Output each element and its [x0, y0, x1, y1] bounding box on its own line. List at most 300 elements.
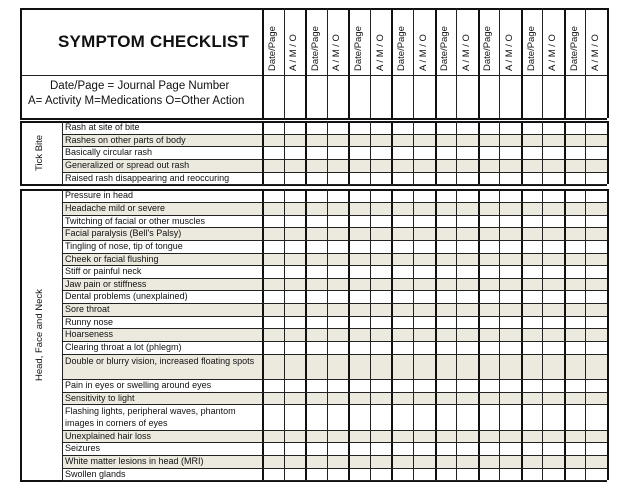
date-page-cell[interactable]: [479, 147, 499, 158]
date-page-cell[interactable]: [522, 456, 542, 467]
amo-cell[interactable]: [500, 355, 520, 378]
date-page-cell[interactable]: [436, 342, 456, 353]
amo-cell[interactable]: [543, 317, 563, 328]
date-page-cell[interactable]: [349, 190, 369, 201]
date-page-cell[interactable]: [306, 355, 326, 378]
date-page-cell[interactable]: [349, 405, 369, 428]
date-page-cell[interactable]: [392, 279, 412, 290]
date-page-cell[interactable]: [436, 228, 456, 239]
date-page-cell[interactable]: [565, 241, 585, 252]
date-page-cell[interactable]: [263, 279, 283, 290]
date-page-cell[interactable]: [306, 147, 326, 158]
amo-cell[interactable]: [543, 173, 563, 184]
date-page-cell[interactable]: [392, 291, 412, 302]
date-page-cell[interactable]: [436, 317, 456, 328]
date-page-cell[interactable]: [392, 266, 412, 277]
date-page-cell[interactable]: [479, 241, 499, 252]
date-page-cell[interactable]: [263, 228, 283, 239]
amo-cell[interactable]: [500, 122, 520, 133]
date-page-cell[interactable]: [306, 329, 326, 340]
amo-cell[interactable]: [543, 431, 563, 442]
date-page-cell[interactable]: [306, 190, 326, 201]
date-page-cell[interactable]: [306, 443, 326, 454]
amo-cell[interactable]: [328, 405, 348, 428]
date-page-cell[interactable]: [392, 393, 412, 404]
date-page-cell[interactable]: [263, 380, 283, 391]
date-page-cell[interactable]: [522, 160, 542, 171]
date-page-cell[interactable]: [263, 203, 283, 214]
date-page-cell[interactable]: [349, 254, 369, 265]
date-page-cell[interactable]: [263, 304, 283, 315]
date-page-cell[interactable]: [306, 228, 326, 239]
date-page-cell[interactable]: [565, 469, 585, 480]
amo-cell[interactable]: [371, 122, 391, 133]
amo-cell[interactable]: [371, 291, 391, 302]
date-page-cell[interactable]: [306, 405, 326, 428]
date-page-cell[interactable]: [565, 393, 585, 404]
date-page-cell[interactable]: [392, 228, 412, 239]
date-page-cell[interactable]: [436, 254, 456, 265]
amo-cell[interactable]: [457, 241, 477, 252]
date-page-cell[interactable]: [565, 279, 585, 290]
date-page-cell[interactable]: [565, 380, 585, 391]
amo-cell[interactable]: [500, 431, 520, 442]
amo-cell[interactable]: [500, 304, 520, 315]
amo-cell[interactable]: [328, 135, 348, 146]
amo-cell[interactable]: [543, 160, 563, 171]
date-page-cell[interactable]: [436, 304, 456, 315]
amo-cell[interactable]: [328, 329, 348, 340]
date-page-cell[interactable]: [522, 431, 542, 442]
amo-cell[interactable]: [543, 355, 563, 378]
date-page-cell[interactable]: [479, 173, 499, 184]
date-page-cell[interactable]: [522, 147, 542, 158]
date-page-cell[interactable]: [436, 147, 456, 158]
amo-cell[interactable]: [328, 443, 348, 454]
amo-cell[interactable]: [457, 380, 477, 391]
amo-cell[interactable]: [457, 203, 477, 214]
date-page-cell[interactable]: [436, 173, 456, 184]
date-page-cell[interactable]: [349, 317, 369, 328]
amo-cell[interactable]: [328, 122, 348, 133]
amo-cell[interactable]: [586, 393, 606, 404]
date-page-cell[interactable]: [306, 291, 326, 302]
amo-cell[interactable]: [457, 147, 477, 158]
date-page-cell[interactable]: [263, 393, 283, 404]
date-page-cell[interactable]: [349, 304, 369, 315]
amo-cell[interactable]: [285, 190, 305, 201]
date-page-cell[interactable]: [565, 431, 585, 442]
amo-cell[interactable]: [500, 203, 520, 214]
amo-cell[interactable]: [285, 203, 305, 214]
date-page-cell[interactable]: [479, 304, 499, 315]
date-page-cell[interactable]: [349, 173, 369, 184]
date-page-cell[interactable]: [479, 355, 499, 378]
amo-cell[interactable]: [586, 147, 606, 158]
date-page-cell[interactable]: [522, 266, 542, 277]
date-page-cell[interactable]: [436, 456, 456, 467]
date-page-cell[interactable]: [263, 355, 283, 378]
date-page-cell[interactable]: [263, 291, 283, 302]
amo-cell[interactable]: [457, 342, 477, 353]
date-page-cell[interactable]: [522, 304, 542, 315]
date-page-cell[interactable]: [522, 241, 542, 252]
date-page-cell[interactable]: [349, 160, 369, 171]
date-page-cell[interactable]: [522, 173, 542, 184]
date-page-cell[interactable]: [565, 254, 585, 265]
amo-cell[interactable]: [328, 380, 348, 391]
amo-cell[interactable]: [457, 355, 477, 378]
date-page-cell[interactable]: [565, 266, 585, 277]
amo-cell[interactable]: [543, 266, 563, 277]
date-page-cell[interactable]: [263, 431, 283, 442]
amo-cell[interactable]: [285, 216, 305, 227]
date-page-cell[interactable]: [436, 469, 456, 480]
date-page-cell[interactable]: [479, 443, 499, 454]
date-page-cell[interactable]: [306, 216, 326, 227]
date-page-cell[interactable]: [479, 160, 499, 171]
amo-cell[interactable]: [500, 405, 520, 428]
date-page-cell[interactable]: [479, 190, 499, 201]
amo-cell[interactable]: [543, 135, 563, 146]
date-page-cell[interactable]: [392, 147, 412, 158]
amo-cell[interactable]: [414, 380, 434, 391]
date-page-cell[interactable]: [392, 216, 412, 227]
amo-cell[interactable]: [285, 122, 305, 133]
date-page-cell[interactable]: [392, 317, 412, 328]
date-page-cell[interactable]: [479, 291, 499, 302]
amo-cell[interactable]: [543, 456, 563, 467]
date-page-cell[interactable]: [306, 380, 326, 391]
amo-cell[interactable]: [285, 279, 305, 290]
date-page-cell[interactable]: [263, 469, 283, 480]
date-page-cell[interactable]: [306, 241, 326, 252]
date-page-cell[interactable]: [565, 456, 585, 467]
amo-cell[interactable]: [586, 469, 606, 480]
amo-cell[interactable]: [586, 254, 606, 265]
amo-cell[interactable]: [371, 203, 391, 214]
date-page-cell[interactable]: [392, 122, 412, 133]
date-page-cell[interactable]: [349, 469, 369, 480]
amo-cell[interactable]: [586, 216, 606, 227]
date-page-cell[interactable]: [565, 405, 585, 428]
date-page-cell[interactable]: [565, 147, 585, 158]
date-page-cell[interactable]: [522, 443, 542, 454]
amo-cell[interactable]: [371, 228, 391, 239]
date-page-cell[interactable]: [263, 317, 283, 328]
amo-cell[interactable]: [500, 456, 520, 467]
amo-cell[interactable]: [500, 147, 520, 158]
date-page-cell[interactable]: [349, 228, 369, 239]
date-page-cell[interactable]: [565, 160, 585, 171]
amo-cell[interactable]: [285, 135, 305, 146]
amo-cell[interactable]: [371, 216, 391, 227]
date-page-cell[interactable]: [436, 279, 456, 290]
date-page-cell[interactable]: [349, 279, 369, 290]
date-page-cell[interactable]: [565, 317, 585, 328]
date-page-cell[interactable]: [436, 405, 456, 428]
amo-cell[interactable]: [586, 355, 606, 378]
amo-cell[interactable]: [457, 228, 477, 239]
date-page-cell[interactable]: [522, 122, 542, 133]
amo-cell[interactable]: [457, 135, 477, 146]
amo-cell[interactable]: [586, 266, 606, 277]
amo-cell[interactable]: [586, 241, 606, 252]
date-page-cell[interactable]: [306, 456, 326, 467]
amo-cell[interactable]: [414, 431, 434, 442]
amo-cell[interactable]: [328, 203, 348, 214]
date-page-cell[interactable]: [565, 216, 585, 227]
amo-cell[interactable]: [586, 203, 606, 214]
amo-cell[interactable]: [328, 456, 348, 467]
amo-cell[interactable]: [328, 190, 348, 201]
amo-cell[interactable]: [586, 291, 606, 302]
date-page-cell[interactable]: [392, 380, 412, 391]
date-page-cell[interactable]: [306, 304, 326, 315]
date-page-cell[interactable]: [436, 135, 456, 146]
date-page-cell[interactable]: [392, 173, 412, 184]
amo-cell[interactable]: [285, 173, 305, 184]
amo-cell[interactable]: [543, 228, 563, 239]
amo-cell[interactable]: [285, 329, 305, 340]
date-page-cell[interactable]: [306, 122, 326, 133]
date-page-cell[interactable]: [306, 279, 326, 290]
amo-cell[interactable]: [543, 329, 563, 340]
date-page-cell[interactable]: [522, 190, 542, 201]
amo-cell[interactable]: [543, 203, 563, 214]
date-page-cell[interactable]: [522, 135, 542, 146]
amo-cell[interactable]: [543, 147, 563, 158]
amo-cell[interactable]: [328, 228, 348, 239]
amo-cell[interactable]: [328, 216, 348, 227]
amo-cell[interactable]: [457, 160, 477, 171]
date-page-cell[interactable]: [522, 329, 542, 340]
amo-cell[interactable]: [285, 380, 305, 391]
amo-cell[interactable]: [371, 380, 391, 391]
amo-cell[interactable]: [285, 393, 305, 404]
date-page-cell[interactable]: [392, 405, 412, 428]
date-page-cell[interactable]: [565, 122, 585, 133]
amo-cell[interactable]: [371, 329, 391, 340]
date-page-cell[interactable]: [392, 355, 412, 378]
date-page-cell[interactable]: [565, 355, 585, 378]
date-page-cell[interactable]: [522, 291, 542, 302]
amo-cell[interactable]: [285, 342, 305, 353]
amo-cell[interactable]: [500, 160, 520, 171]
amo-cell[interactable]: [500, 190, 520, 201]
amo-cell[interactable]: [285, 304, 305, 315]
amo-cell[interactable]: [457, 254, 477, 265]
date-page-cell[interactable]: [392, 135, 412, 146]
amo-cell[interactable]: [371, 355, 391, 378]
date-page-cell[interactable]: [522, 228, 542, 239]
amo-cell[interactable]: [543, 469, 563, 480]
date-page-cell[interactable]: [479, 135, 499, 146]
amo-cell[interactable]: [414, 266, 434, 277]
date-page-cell[interactable]: [436, 393, 456, 404]
date-page-cell[interactable]: [479, 380, 499, 391]
amo-cell[interactable]: [543, 241, 563, 252]
amo-cell[interactable]: [543, 216, 563, 227]
date-page-cell[interactable]: [479, 279, 499, 290]
date-page-cell[interactable]: [565, 291, 585, 302]
amo-cell[interactable]: [500, 241, 520, 252]
amo-cell[interactable]: [586, 342, 606, 353]
amo-cell[interactable]: [328, 254, 348, 265]
date-page-cell[interactable]: [263, 135, 283, 146]
date-page-cell[interactable]: [392, 203, 412, 214]
date-page-cell[interactable]: [263, 266, 283, 277]
date-page-cell[interactable]: [263, 216, 283, 227]
amo-cell[interactable]: [500, 469, 520, 480]
date-page-cell[interactable]: [263, 122, 283, 133]
date-page-cell[interactable]: [263, 456, 283, 467]
date-page-cell[interactable]: [392, 342, 412, 353]
date-page-cell[interactable]: [479, 342, 499, 353]
date-page-cell[interactable]: [349, 329, 369, 340]
amo-cell[interactable]: [371, 241, 391, 252]
amo-cell[interactable]: [371, 173, 391, 184]
date-page-cell[interactable]: [306, 266, 326, 277]
amo-cell[interactable]: [500, 228, 520, 239]
date-page-cell[interactable]: [392, 241, 412, 252]
amo-cell[interactable]: [500, 173, 520, 184]
amo-cell[interactable]: [586, 228, 606, 239]
date-page-cell[interactable]: [349, 355, 369, 378]
date-page-cell[interactable]: [263, 173, 283, 184]
date-page-cell[interactable]: [479, 203, 499, 214]
amo-cell[interactable]: [371, 443, 391, 454]
date-page-cell[interactable]: [479, 405, 499, 428]
date-page-cell[interactable]: [263, 405, 283, 428]
amo-cell[interactable]: [328, 317, 348, 328]
date-page-cell[interactable]: [263, 254, 283, 265]
amo-cell[interactable]: [457, 216, 477, 227]
amo-cell[interactable]: [414, 443, 434, 454]
date-page-cell[interactable]: [479, 228, 499, 239]
amo-cell[interactable]: [328, 469, 348, 480]
date-page-cell[interactable]: [349, 266, 369, 277]
date-page-cell[interactable]: [479, 469, 499, 480]
amo-cell[interactable]: [586, 135, 606, 146]
date-page-cell[interactable]: [479, 254, 499, 265]
amo-cell[interactable]: [285, 291, 305, 302]
date-page-cell[interactable]: [479, 329, 499, 340]
date-page-cell[interactable]: [436, 190, 456, 201]
date-page-cell[interactable]: [522, 380, 542, 391]
amo-cell[interactable]: [328, 241, 348, 252]
amo-cell[interactable]: [586, 380, 606, 391]
amo-cell[interactable]: [543, 279, 563, 290]
amo-cell[interactable]: [285, 456, 305, 467]
date-page-cell[interactable]: [306, 173, 326, 184]
date-page-cell[interactable]: [306, 469, 326, 480]
amo-cell[interactable]: [457, 291, 477, 302]
date-page-cell[interactable]: [522, 203, 542, 214]
amo-cell[interactable]: [457, 173, 477, 184]
amo-cell[interactable]: [328, 304, 348, 315]
amo-cell[interactable]: [457, 266, 477, 277]
amo-cell[interactable]: [586, 405, 606, 428]
amo-cell[interactable]: [371, 190, 391, 201]
amo-cell[interactable]: [500, 279, 520, 290]
date-page-cell[interactable]: [565, 203, 585, 214]
amo-cell[interactable]: [543, 190, 563, 201]
amo-cell[interactable]: [285, 160, 305, 171]
amo-cell[interactable]: [371, 135, 391, 146]
date-page-cell[interactable]: [522, 355, 542, 378]
date-page-cell[interactable]: [392, 329, 412, 340]
date-page-cell[interactable]: [306, 203, 326, 214]
date-page-cell[interactable]: [349, 241, 369, 252]
amo-cell[interactable]: [371, 317, 391, 328]
amo-cell[interactable]: [328, 393, 348, 404]
amo-cell[interactable]: [371, 266, 391, 277]
date-page-cell[interactable]: [522, 216, 542, 227]
amo-cell[interactable]: [371, 342, 391, 353]
date-page-cell[interactable]: [479, 456, 499, 467]
date-page-cell[interactable]: [565, 190, 585, 201]
date-page-cell[interactable]: [522, 317, 542, 328]
date-page-cell[interactable]: [306, 135, 326, 146]
amo-cell[interactable]: [500, 329, 520, 340]
amo-cell[interactable]: [500, 317, 520, 328]
amo-cell[interactable]: [328, 173, 348, 184]
date-page-cell[interactable]: [392, 431, 412, 442]
amo-cell[interactable]: [328, 266, 348, 277]
date-page-cell[interactable]: [349, 135, 369, 146]
date-page-cell[interactable]: [522, 342, 542, 353]
date-page-cell[interactable]: [436, 431, 456, 442]
date-page-cell[interactable]: [349, 443, 369, 454]
date-page-cell[interactable]: [565, 135, 585, 146]
date-page-cell[interactable]: [479, 266, 499, 277]
amo-cell[interactable]: [414, 122, 434, 133]
amo-cell[interactable]: [371, 254, 391, 265]
amo-cell[interactable]: [414, 190, 434, 201]
date-page-cell[interactable]: [392, 254, 412, 265]
date-page-cell[interactable]: [436, 329, 456, 340]
amo-cell[interactable]: [543, 291, 563, 302]
amo-cell[interactable]: [328, 291, 348, 302]
amo-cell[interactable]: [414, 355, 434, 378]
amo-cell[interactable]: [500, 216, 520, 227]
amo-cell[interactable]: [414, 304, 434, 315]
amo-cell[interactable]: [543, 122, 563, 133]
amo-cell[interactable]: [586, 329, 606, 340]
date-page-cell[interactable]: [349, 431, 369, 442]
amo-cell[interactable]: [414, 203, 434, 214]
date-page-cell[interactable]: [349, 393, 369, 404]
amo-cell[interactable]: [543, 405, 563, 428]
amo-cell[interactable]: [371, 279, 391, 290]
date-page-cell[interactable]: [436, 380, 456, 391]
amo-cell[interactable]: [285, 228, 305, 239]
amo-cell[interactable]: [414, 160, 434, 171]
amo-cell[interactable]: [586, 160, 606, 171]
amo-cell[interactable]: [457, 304, 477, 315]
amo-cell[interactable]: [328, 147, 348, 158]
amo-cell[interactable]: [543, 393, 563, 404]
amo-cell[interactable]: [414, 469, 434, 480]
amo-cell[interactable]: [371, 431, 391, 442]
date-page-cell[interactable]: [479, 431, 499, 442]
date-page-cell[interactable]: [436, 160, 456, 171]
amo-cell[interactable]: [586, 317, 606, 328]
date-page-cell[interactable]: [522, 279, 542, 290]
amo-cell[interactable]: [543, 380, 563, 391]
amo-cell[interactable]: [500, 380, 520, 391]
